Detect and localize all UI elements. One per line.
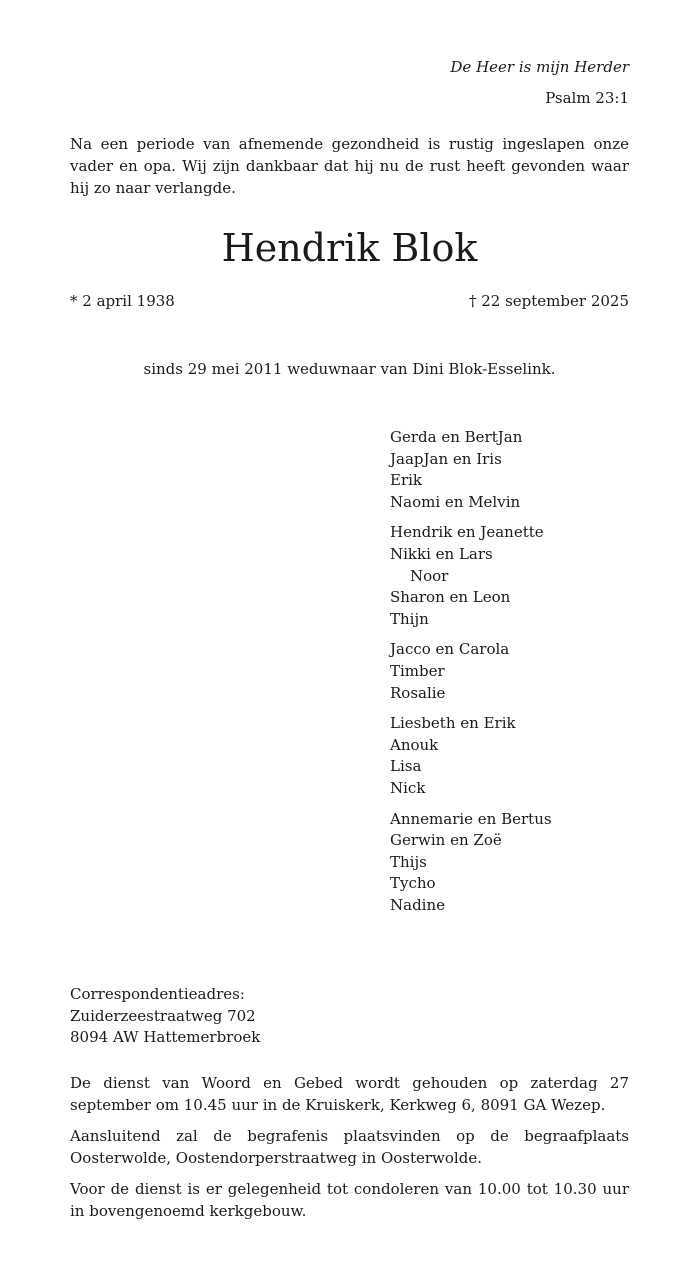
- family-member: Rosalie: [390, 683, 446, 702]
- correspondence-label: Correspondentieadres:: [70, 985, 245, 1003]
- correspondence-city: 8094 AW Hattemerbroek: [70, 1028, 261, 1047]
- family-group: [390, 639, 629, 704]
- family-group: [390, 713, 629, 799]
- birth-date: * 2 april 1938: [70, 292, 175, 310]
- family-member: Timber: [390, 661, 445, 680]
- family-member: Annemarie en Bertus: [390, 809, 552, 828]
- family-group: [390, 522, 629, 630]
- family-member: Liesbeth en Erik: [390, 714, 516, 733]
- family-member: Nick: [390, 778, 426, 797]
- family-member: Noor: [410, 566, 449, 585]
- family-member: Thijn: [390, 609, 429, 628]
- family-member: Erik: [390, 471, 423, 490]
- bible-verse-reference: Psalm 23:1: [545, 89, 629, 107]
- family-member: JaapJan en Iris: [390, 449, 502, 468]
- family-list: [390, 427, 629, 925]
- family-member: Lisa: [390, 757, 422, 776]
- widower-line: sinds 29 mei 2011 weduwnaar van Dini Blok-Esselink.: [143, 360, 556, 378]
- family-member: Thijs: [390, 852, 427, 871]
- family-member: Tycho: [390, 874, 436, 893]
- burial-paragraph: Aansluitend zal de begrafenis plaatsvinden op de begraafplaats Oosterwolde, Oostendorperstraatweg in Oosterwolde.: [70, 1127, 629, 1167]
- family-member: Nadine: [390, 895, 446, 914]
- family-member: Hendrik en Jeanette: [390, 523, 544, 542]
- family-member: Nikki en Lars: [390, 544, 493, 563]
- family-group: [390, 427, 629, 513]
- correspondence-street: Zuiderzeestraatweg 702: [70, 1006, 256, 1025]
- family-member: Jacco en Carola: [390, 640, 510, 659]
- intro-text: Na een periode van afnemende gezondheid is rustig ingeslapen onze vader en opa. Wij zijn dankbaar dat hij nu de rust heeft gevonden waar hij zo naar verlangde.: [70, 135, 629, 197]
- family-member: Naomi en Melvin: [390, 492, 521, 511]
- family-member: Anouk: [390, 735, 439, 754]
- family-member: Sharon en Leon: [390, 588, 511, 607]
- family-member: Gerwin en Zoë: [390, 831, 502, 850]
- correspondence-address: [70, 984, 260, 1049]
- family-group: [390, 809, 629, 917]
- family-member: Gerda en BertJan: [390, 428, 523, 446]
- bible-verse: De Heer is mijn Herder: [450, 58, 629, 76]
- death-date: † 22 september 2025: [468, 292, 629, 310]
- deceased-name: Hendrik Blok: [221, 226, 478, 270]
- condolence-paragraph: Voor de dienst is er gelegenheid tot condoleren van 10.00 tot 10.30 uur in bovengenoemd kerkgebouw.: [70, 1180, 629, 1220]
- service-info: [70, 1072, 629, 1231]
- service-paragraph: De dienst van Woord en Gebed wordt gehouden op zaterdag 27 september om 10.45 uur in de Kruiskerk, Kerkweg 6, 8091 GA Wezep.: [70, 1074, 629, 1114]
